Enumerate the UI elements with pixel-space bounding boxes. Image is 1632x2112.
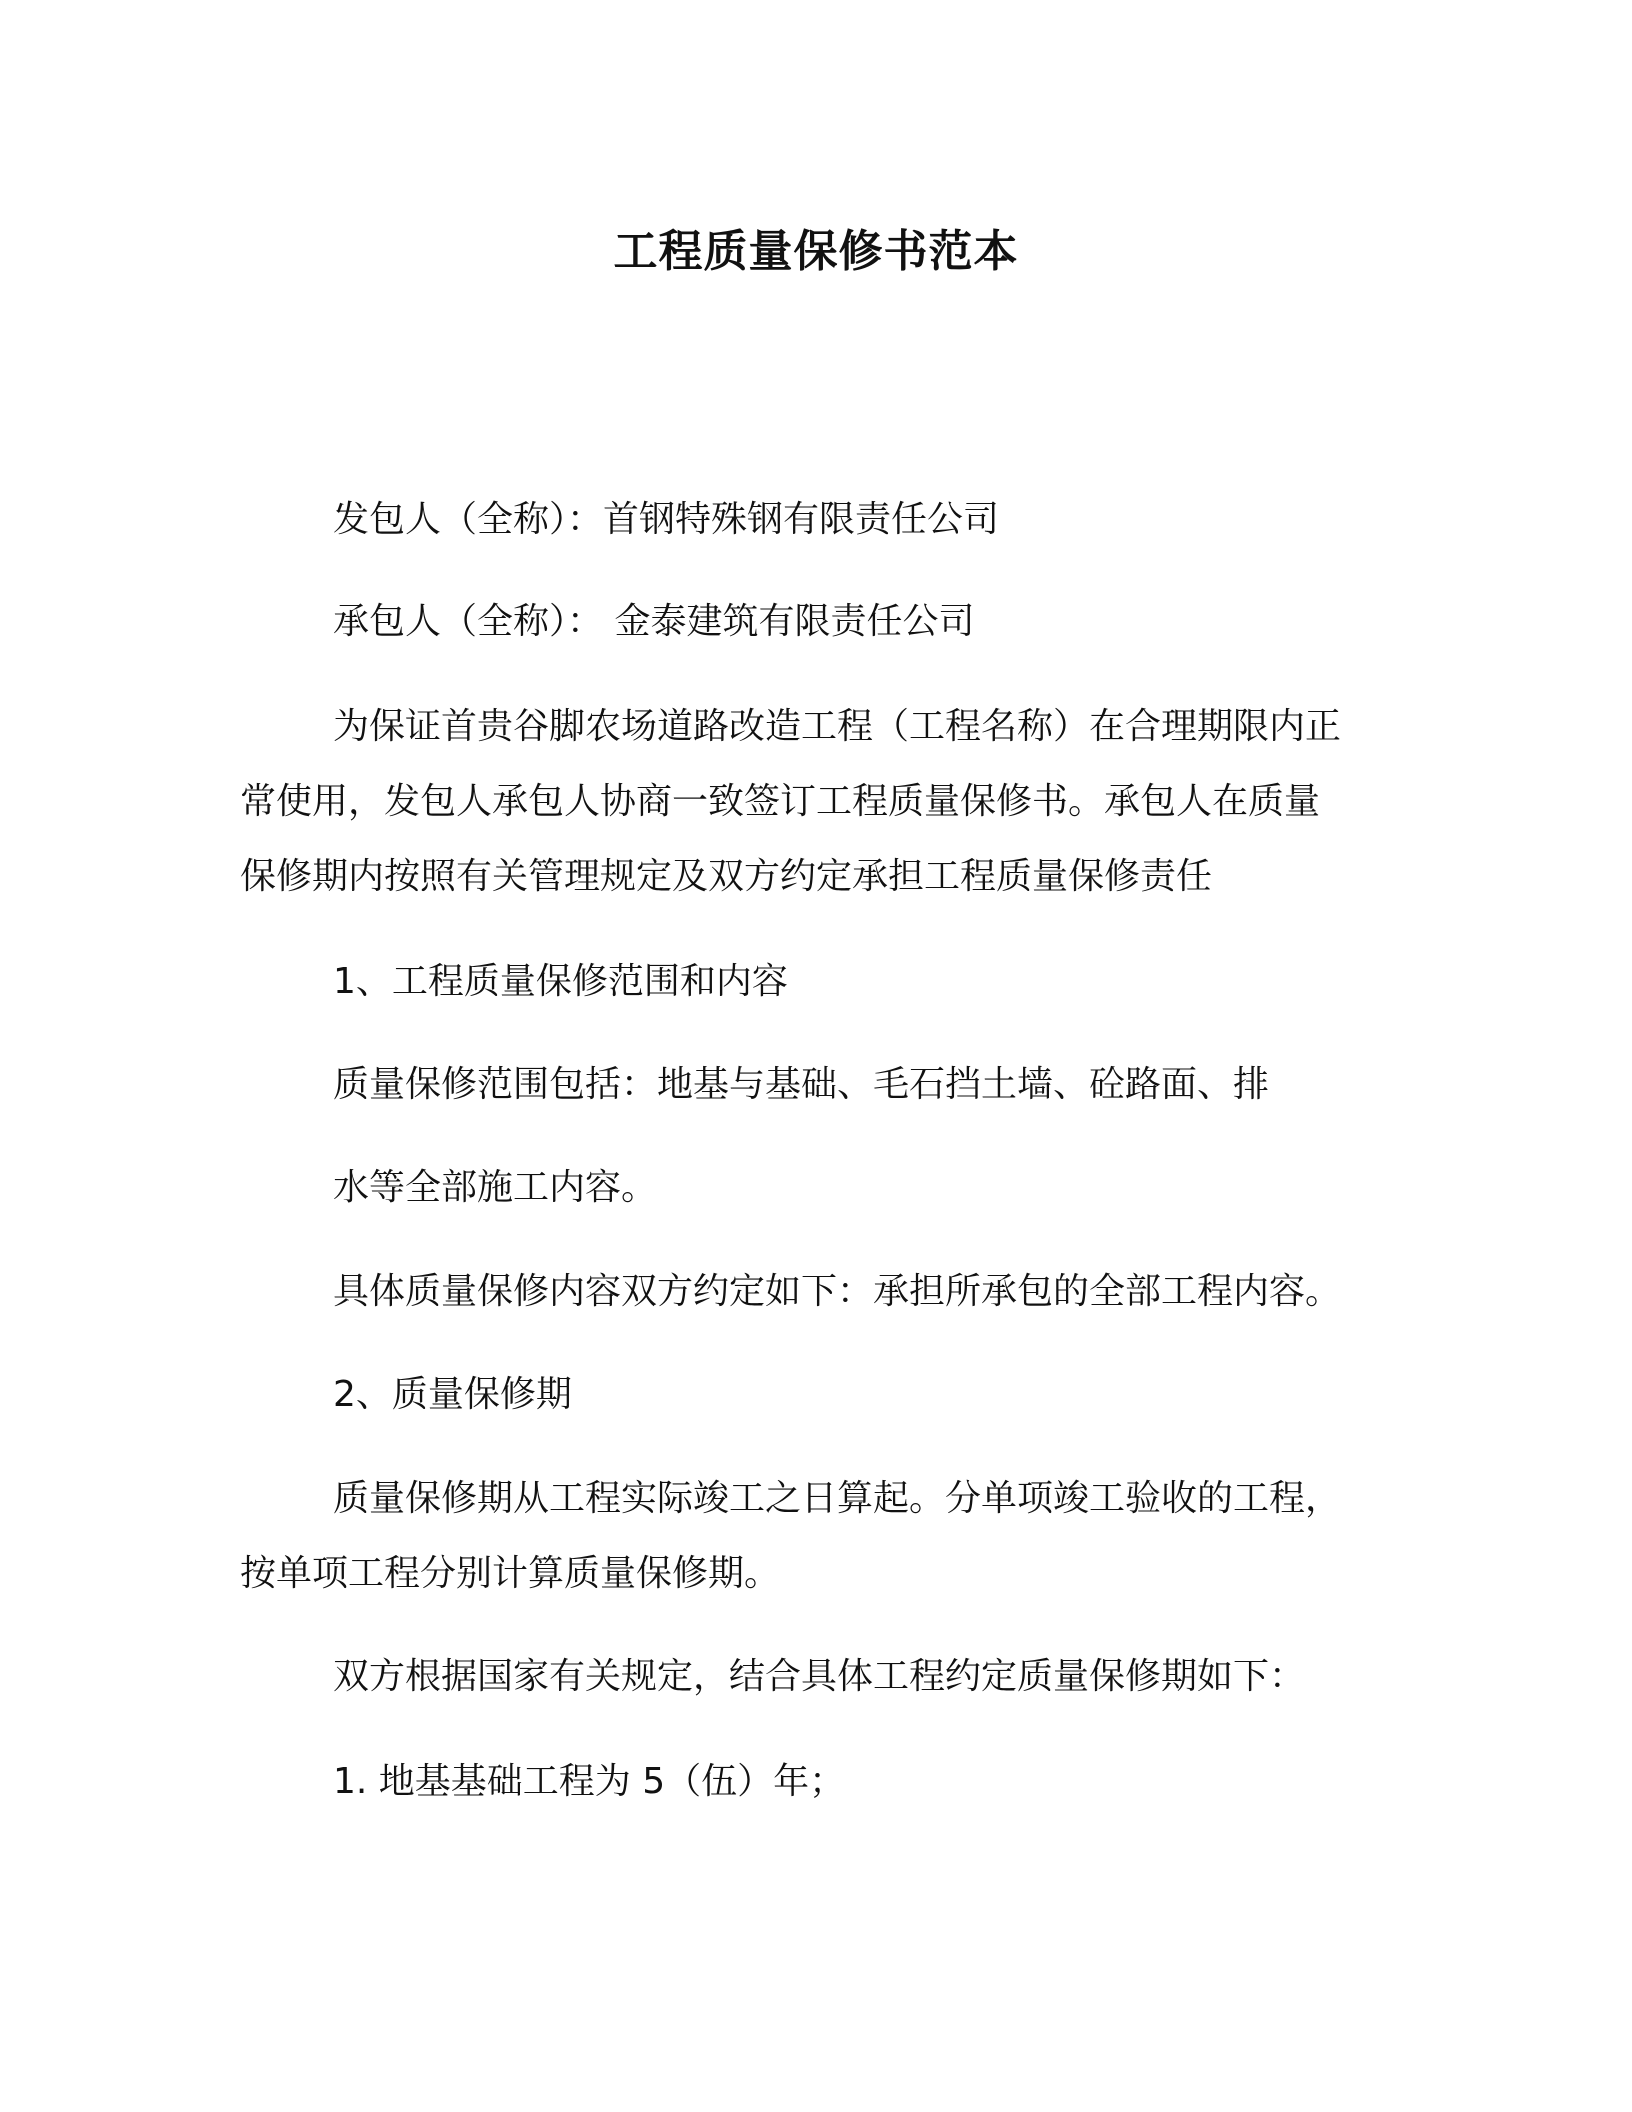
period-paragraph-line-2: 按单项工程分别计算质量保修期。 xyxy=(240,1553,781,1594)
period-paragraph-line-1: 质量保修期从工程实际竣工之日算起。分单项竣工验收的工程， xyxy=(333,1478,1342,1519)
section-1-heading: 1、工程质量保修范围和内容 xyxy=(333,961,788,1002)
period-agreement-line: 双方根据国家有关规定，结合具体工程约定质量保修期如下： xyxy=(333,1656,1306,1697)
content-line: 具体质量保修内容双方约定如下：承担所承包的全部工程内容。 xyxy=(333,1271,1342,1312)
contractor-line: 承包人（全称）： 金泰建筑有限责任公司 xyxy=(333,601,975,642)
section-2-heading: 2、质量保修期 xyxy=(333,1374,572,1415)
scope-line-1: 质量保修范围包括：地基与基础、毛石挡土墙、砼路面、排 xyxy=(333,1064,1270,1105)
employer-line: 发包人（全称）：首钢特殊钢有限责任公司 xyxy=(333,499,1000,540)
scope-line-2: 水等全部施工内容。 xyxy=(333,1167,658,1208)
intro-paragraph-line-2: 常使用，发包人承包人协商一致签订工程质量保修书。承包人在质量 xyxy=(240,781,1321,822)
intro-paragraph-line-3: 保修期内按照有关管理规定及双方约定承担工程质量保修责任 xyxy=(240,856,1213,897)
period-item-1: 1. 地基基础工程为 5（伍）年； xyxy=(333,1761,846,1802)
intro-paragraph-line-1: 为保证首贵谷脚农场道路改造工程（工程名称）在合理期限内正 xyxy=(333,706,1342,747)
document-title: 工程质量保修书范本 xyxy=(613,226,1019,277)
